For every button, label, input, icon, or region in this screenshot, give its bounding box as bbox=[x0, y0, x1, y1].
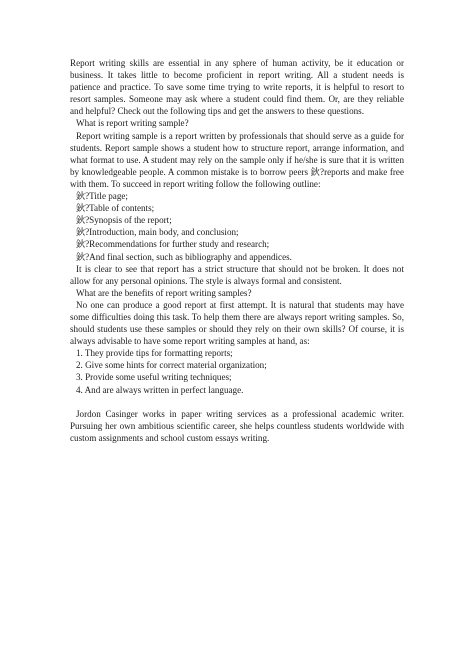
definition-paragraph: Report writing sample is a report written by professionals that should serve as a guide for students. Report sample shows a student how to structure report, arrange information, and what format to use. A student may rely on the sample only if he/she is sure that it is written by knowledgeable people. A common mistake is to borrow peers 鈥?reports and make free with them. To succeed in report writing follow the following outline: bbox=[70, 130, 404, 189]
benefit-item: 3. Provide some useful writing techniques; bbox=[76, 372, 232, 383]
outline-item: 鈥?Recommendations for further study and research; bbox=[76, 239, 270, 250]
outline-item: 鈥?Synopsis of the report; bbox=[76, 215, 172, 226]
benefit-item: 1. They provide tips for formatting reports; bbox=[76, 348, 233, 359]
document-body bbox=[70, 57, 404, 444]
structure-paragraph: It is clear to see that report has a strict structure that should not be broken. It does not allow for any personal opinions. The style is always formal and consistent. bbox=[70, 263, 404, 286]
outline-item: 鈥?Title page; bbox=[76, 191, 128, 202]
benefit-item: 4. And are always written in perfect language. bbox=[76, 384, 244, 395]
benefits-paragraph: No one can produce a good report at first attempt. It is natural that students may have some difficulties doing this task. To help them there are always report writing samples. So, should students use these samples or should they rely on their own skills? Of course, it is always advisable to have some report writing samples at hand, as: bbox=[70, 299, 404, 347]
outline-item: 鈥?Introduction, main body, and conclusion; bbox=[76, 227, 239, 238]
outline-item: 鈥?And final section, such as bibliography and appendices. bbox=[76, 251, 292, 262]
outline-item: 鈥?Table of contents; bbox=[76, 203, 155, 214]
outline-list bbox=[70, 190, 404, 263]
paragraph-spacer bbox=[70, 396, 404, 408]
section-heading-benefits: What are the benefits of report writing samples? bbox=[76, 287, 252, 298]
benefit-item: 2. Give some hints for correct material organization; bbox=[76, 360, 267, 371]
author-bio-paragraph: Jordon Casinger works in paper writing services as a professional academic writer. Pursuing her own ambitious scientific career, she helps countless students worldwide with custom assignments and school custom essays writing. bbox=[70, 408, 404, 443]
benefits-list bbox=[70, 347, 404, 395]
section-heading-what-is: What is report writing sample? bbox=[76, 118, 189, 129]
intro-paragraph: Report writing skills are essential in any sphere of human activity, be it education or business. It takes little to become proficient in report writing. All a student needs is patience and practice. To save some time trying to write reports, it is helpful to resort to resort samples. Someone may ask where a student could find them. Or, are they reliable and helpful? Check out the following tips and get the answers to these questions. bbox=[70, 58, 404, 117]
